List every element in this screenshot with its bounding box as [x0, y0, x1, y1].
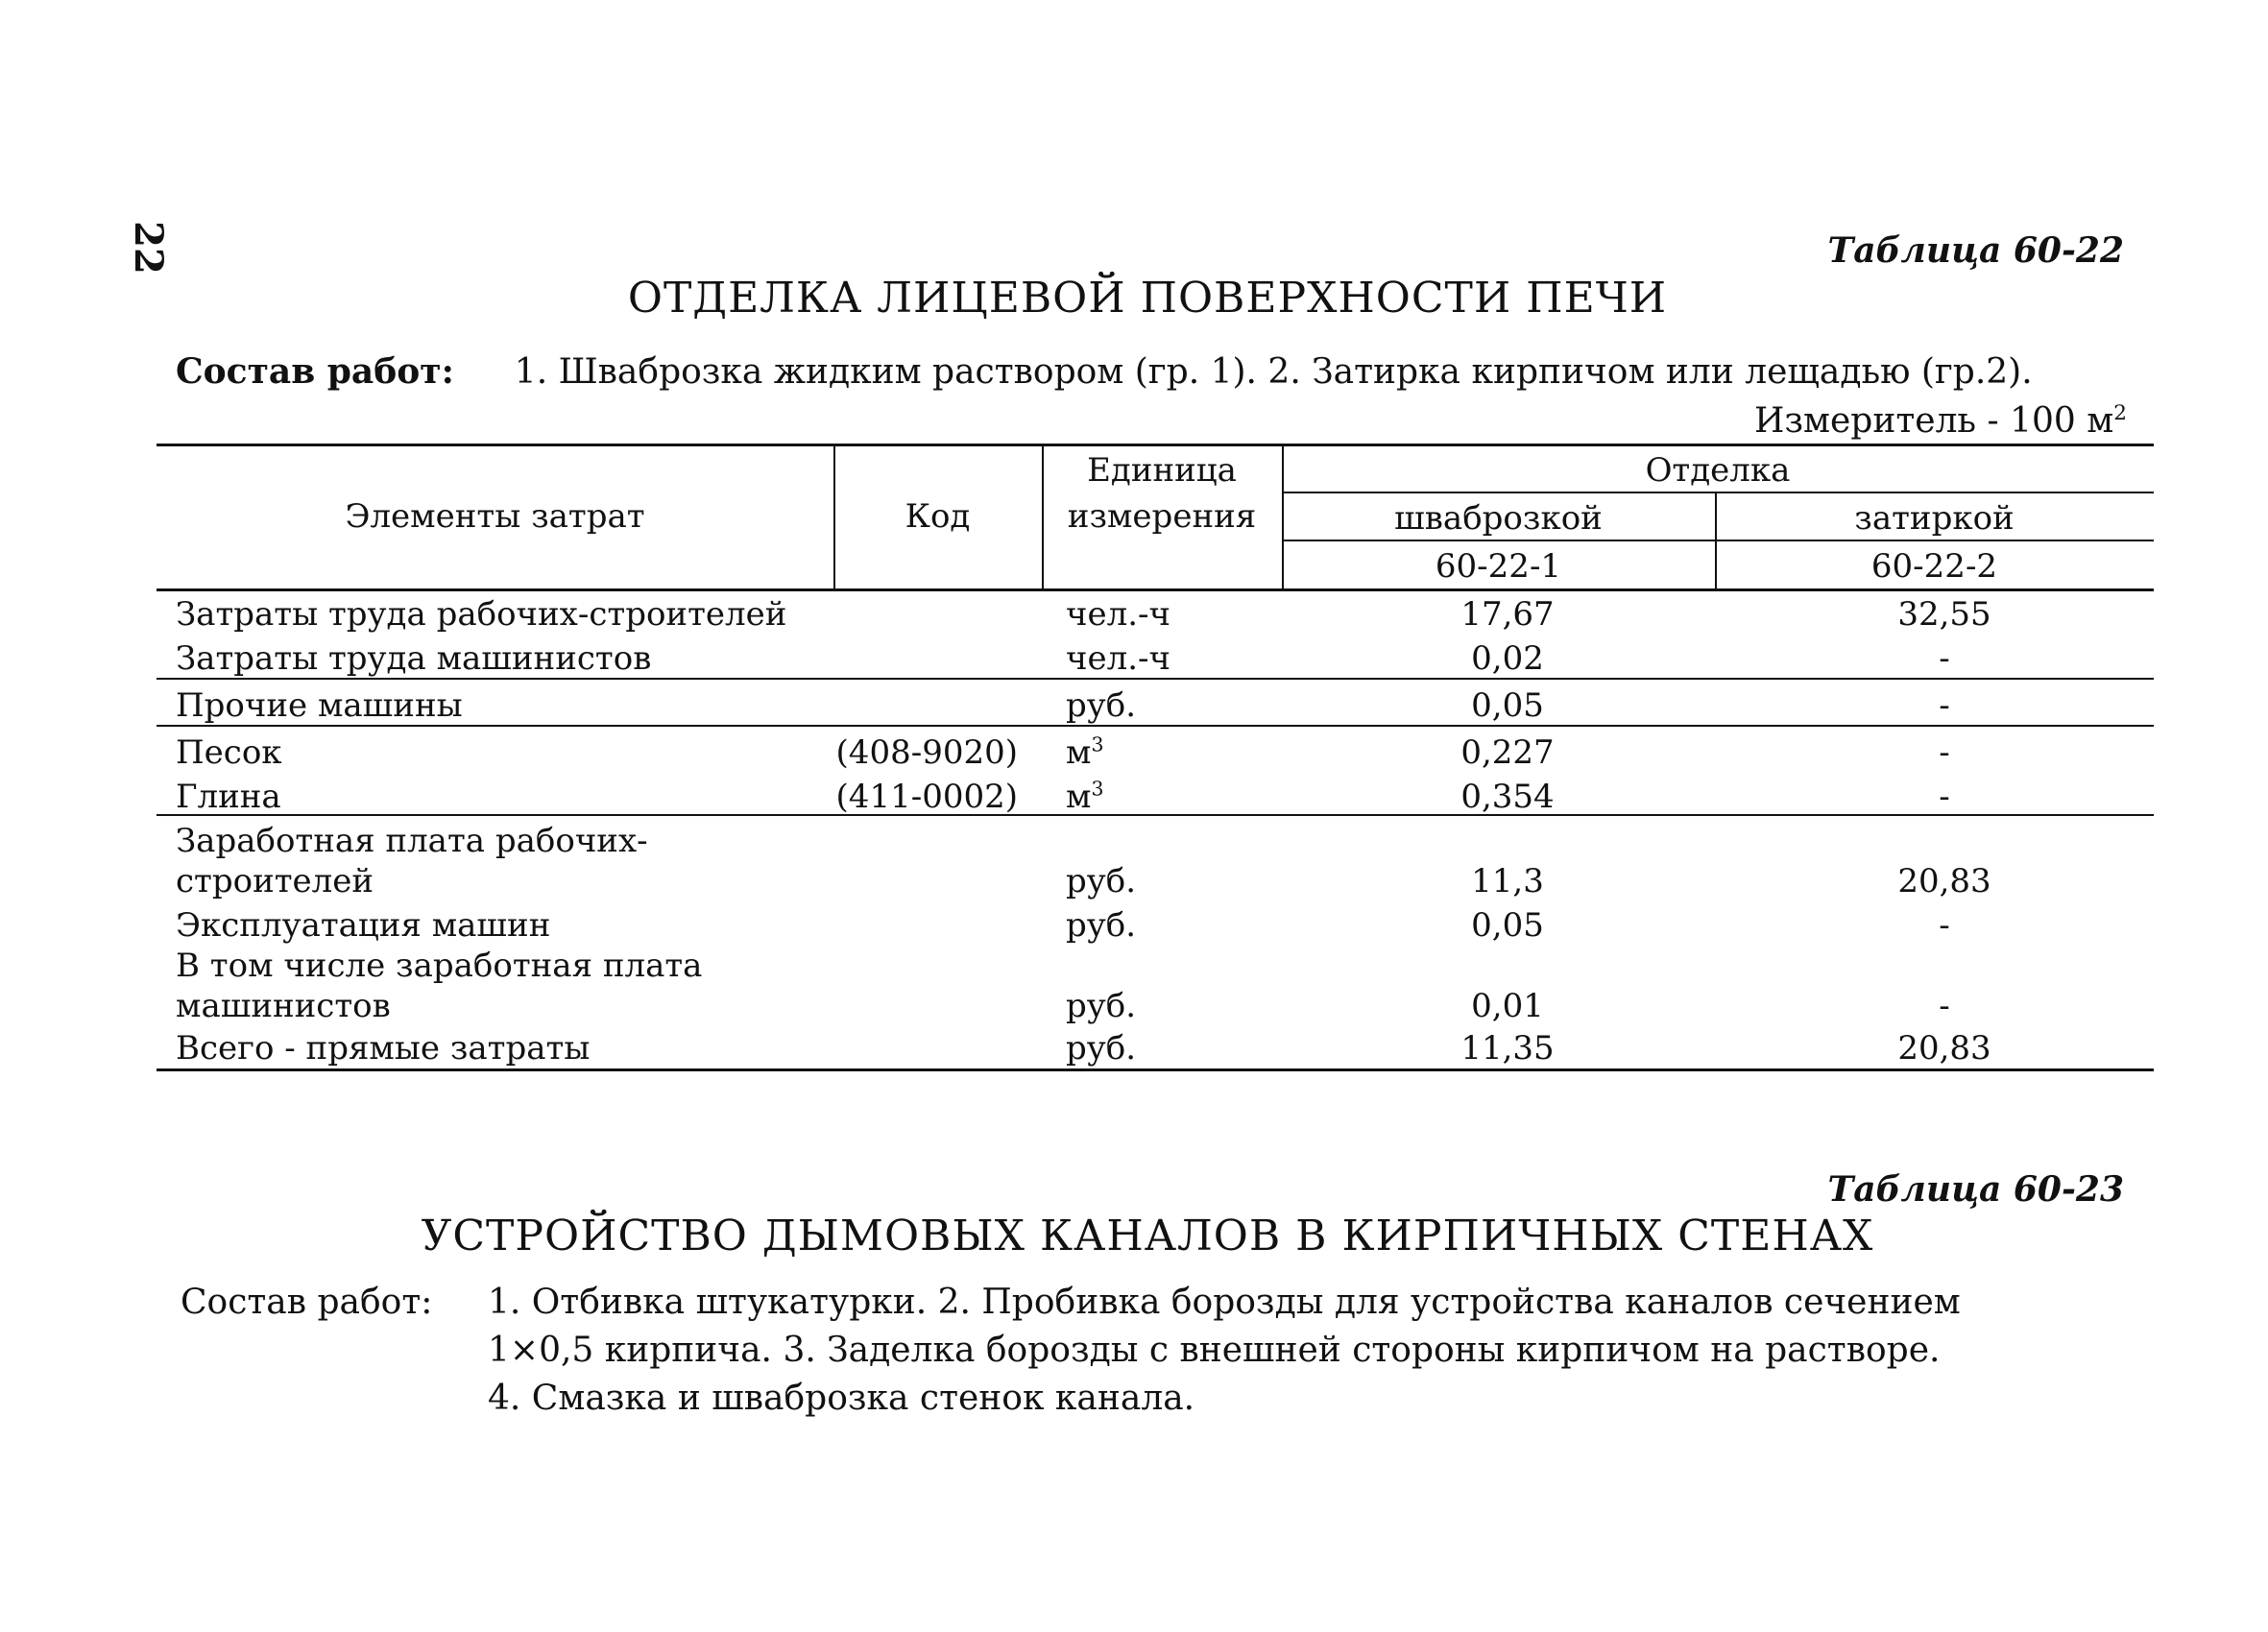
composition-text: 1. Шваброзка жидким раствором (гр. 1). 2. Затирка кирпичом или лещадью (гр.2). — [514, 352, 2033, 392]
row-unit: $м^3$ — [1066, 732, 1104, 772]
row-name-line1: В том числе заработная плата — [176, 947, 703, 985]
row-unit: руб. — [1066, 906, 1137, 945]
row-value-1: 0,05 — [1471, 906, 1544, 945]
row-value-2: - — [1939, 906, 1950, 945]
row-name: Эксплуатация машин — [176, 906, 551, 945]
row-value-1: 0,227 — [1460, 733, 1555, 772]
header-unit-line1: Единица — [1087, 451, 1237, 490]
row-value-1: 11,3 — [1471, 862, 1544, 900]
row-name: Песок — [176, 733, 282, 772]
row-unit: чел.-ч — [1066, 595, 1170, 634]
row-name: Всего - прямые затраты — [176, 1029, 591, 1068]
row-value-2: 20,83 — [1897, 862, 1991, 900]
row-value-1: 0,02 — [1471, 639, 1544, 678]
row-value-1: 0,01 — [1471, 987, 1544, 1025]
table-title-2: УСТРОЙСТВО ДЫМОВЫХ КАНАЛОВ В КИРПИЧНЫХ СТЕНАХ — [421, 1212, 1874, 1260]
row-name: Затраты труда рабочих-строителей — [176, 595, 787, 634]
row-name: машинистов — [176, 987, 391, 1025]
page-number: 22 — [126, 221, 171, 275]
header-col2-code: 60-22-2 — [1870, 547, 1998, 586]
measurement-unit: Измеритель - 100 $м^2$ — [1753, 401, 2127, 441]
row-name: Прочие машины — [176, 686, 463, 725]
row-name-line1: Заработная плата рабочих- — [176, 822, 648, 860]
header-code: Код — [905, 497, 971, 536]
row-unit: руб. — [1066, 1029, 1137, 1068]
row-value-1: 0,354 — [1460, 778, 1555, 816]
row-unit: чел.-ч — [1066, 639, 1170, 678]
header-col1: шваброзкой — [1394, 499, 1603, 538]
work-composition-2 — [181, 1279, 2082, 1423]
work-composition — [176, 348, 2033, 396]
header-unit-line2: измерения — [1067, 497, 1257, 536]
composition-line-1: 1. Отбивка штукатурки. 2. Пробивка борозды для устройства каналов сечением — [488, 1283, 1961, 1322]
header-group: Отделка — [1645, 451, 1791, 490]
row-value-2: 32,55 — [1897, 595, 1991, 634]
row-value-1: 11,35 — [1460, 1029, 1555, 1068]
row-name: Глина — [176, 778, 281, 816]
header-elements: Элементы затрат — [345, 497, 645, 536]
row-value-2: - — [1939, 778, 1950, 816]
row-unit: руб. — [1066, 987, 1137, 1025]
row-value-2: - — [1939, 733, 1950, 772]
row-name: строителей — [176, 862, 374, 900]
header-col1-code: 60-22-1 — [1435, 547, 1562, 586]
row-value-1: 17,67 — [1460, 595, 1555, 634]
row-value-2: - — [1939, 686, 1950, 725]
table-title: ОТДЕЛКА ЛИЦЕВОЙ ПОВЕРХНОСТИ ПЕЧИ — [627, 274, 1668, 323]
composition-line-2: 1×0,5 кирпича. 3. Заделка борозды с внешней стороны кирпичом на растворе. — [488, 1331, 1941, 1370]
row-unit: руб. — [1066, 862, 1137, 900]
header-col2: затиркой — [1854, 499, 2015, 538]
row-unit: руб. — [1066, 686, 1137, 725]
row-value-1: 0,05 — [1471, 686, 1544, 725]
row-code: (408-9020) — [835, 733, 1018, 772]
row-value-2: - — [1939, 987, 1950, 1025]
row-code: (411-0002) — [835, 778, 1018, 816]
composition-line-3: 4. Смазка и шваброзка стенок канала. — [488, 1379, 1195, 1418]
composition-label-2: Состав работ: — [181, 1283, 433, 1322]
table-label-2: Таблица 60-23 — [1827, 1169, 2124, 1210]
row-value-2: 20,83 — [1897, 1029, 1991, 1068]
row-unit: $м^3$ — [1066, 777, 1104, 816]
composition-label: Состав работ: — [176, 351, 454, 392]
table-label: Таблица 60-22 — [1827, 230, 2124, 271]
row-name: Затраты труда машинистов — [176, 639, 652, 678]
row-value-2: - — [1939, 639, 1950, 678]
